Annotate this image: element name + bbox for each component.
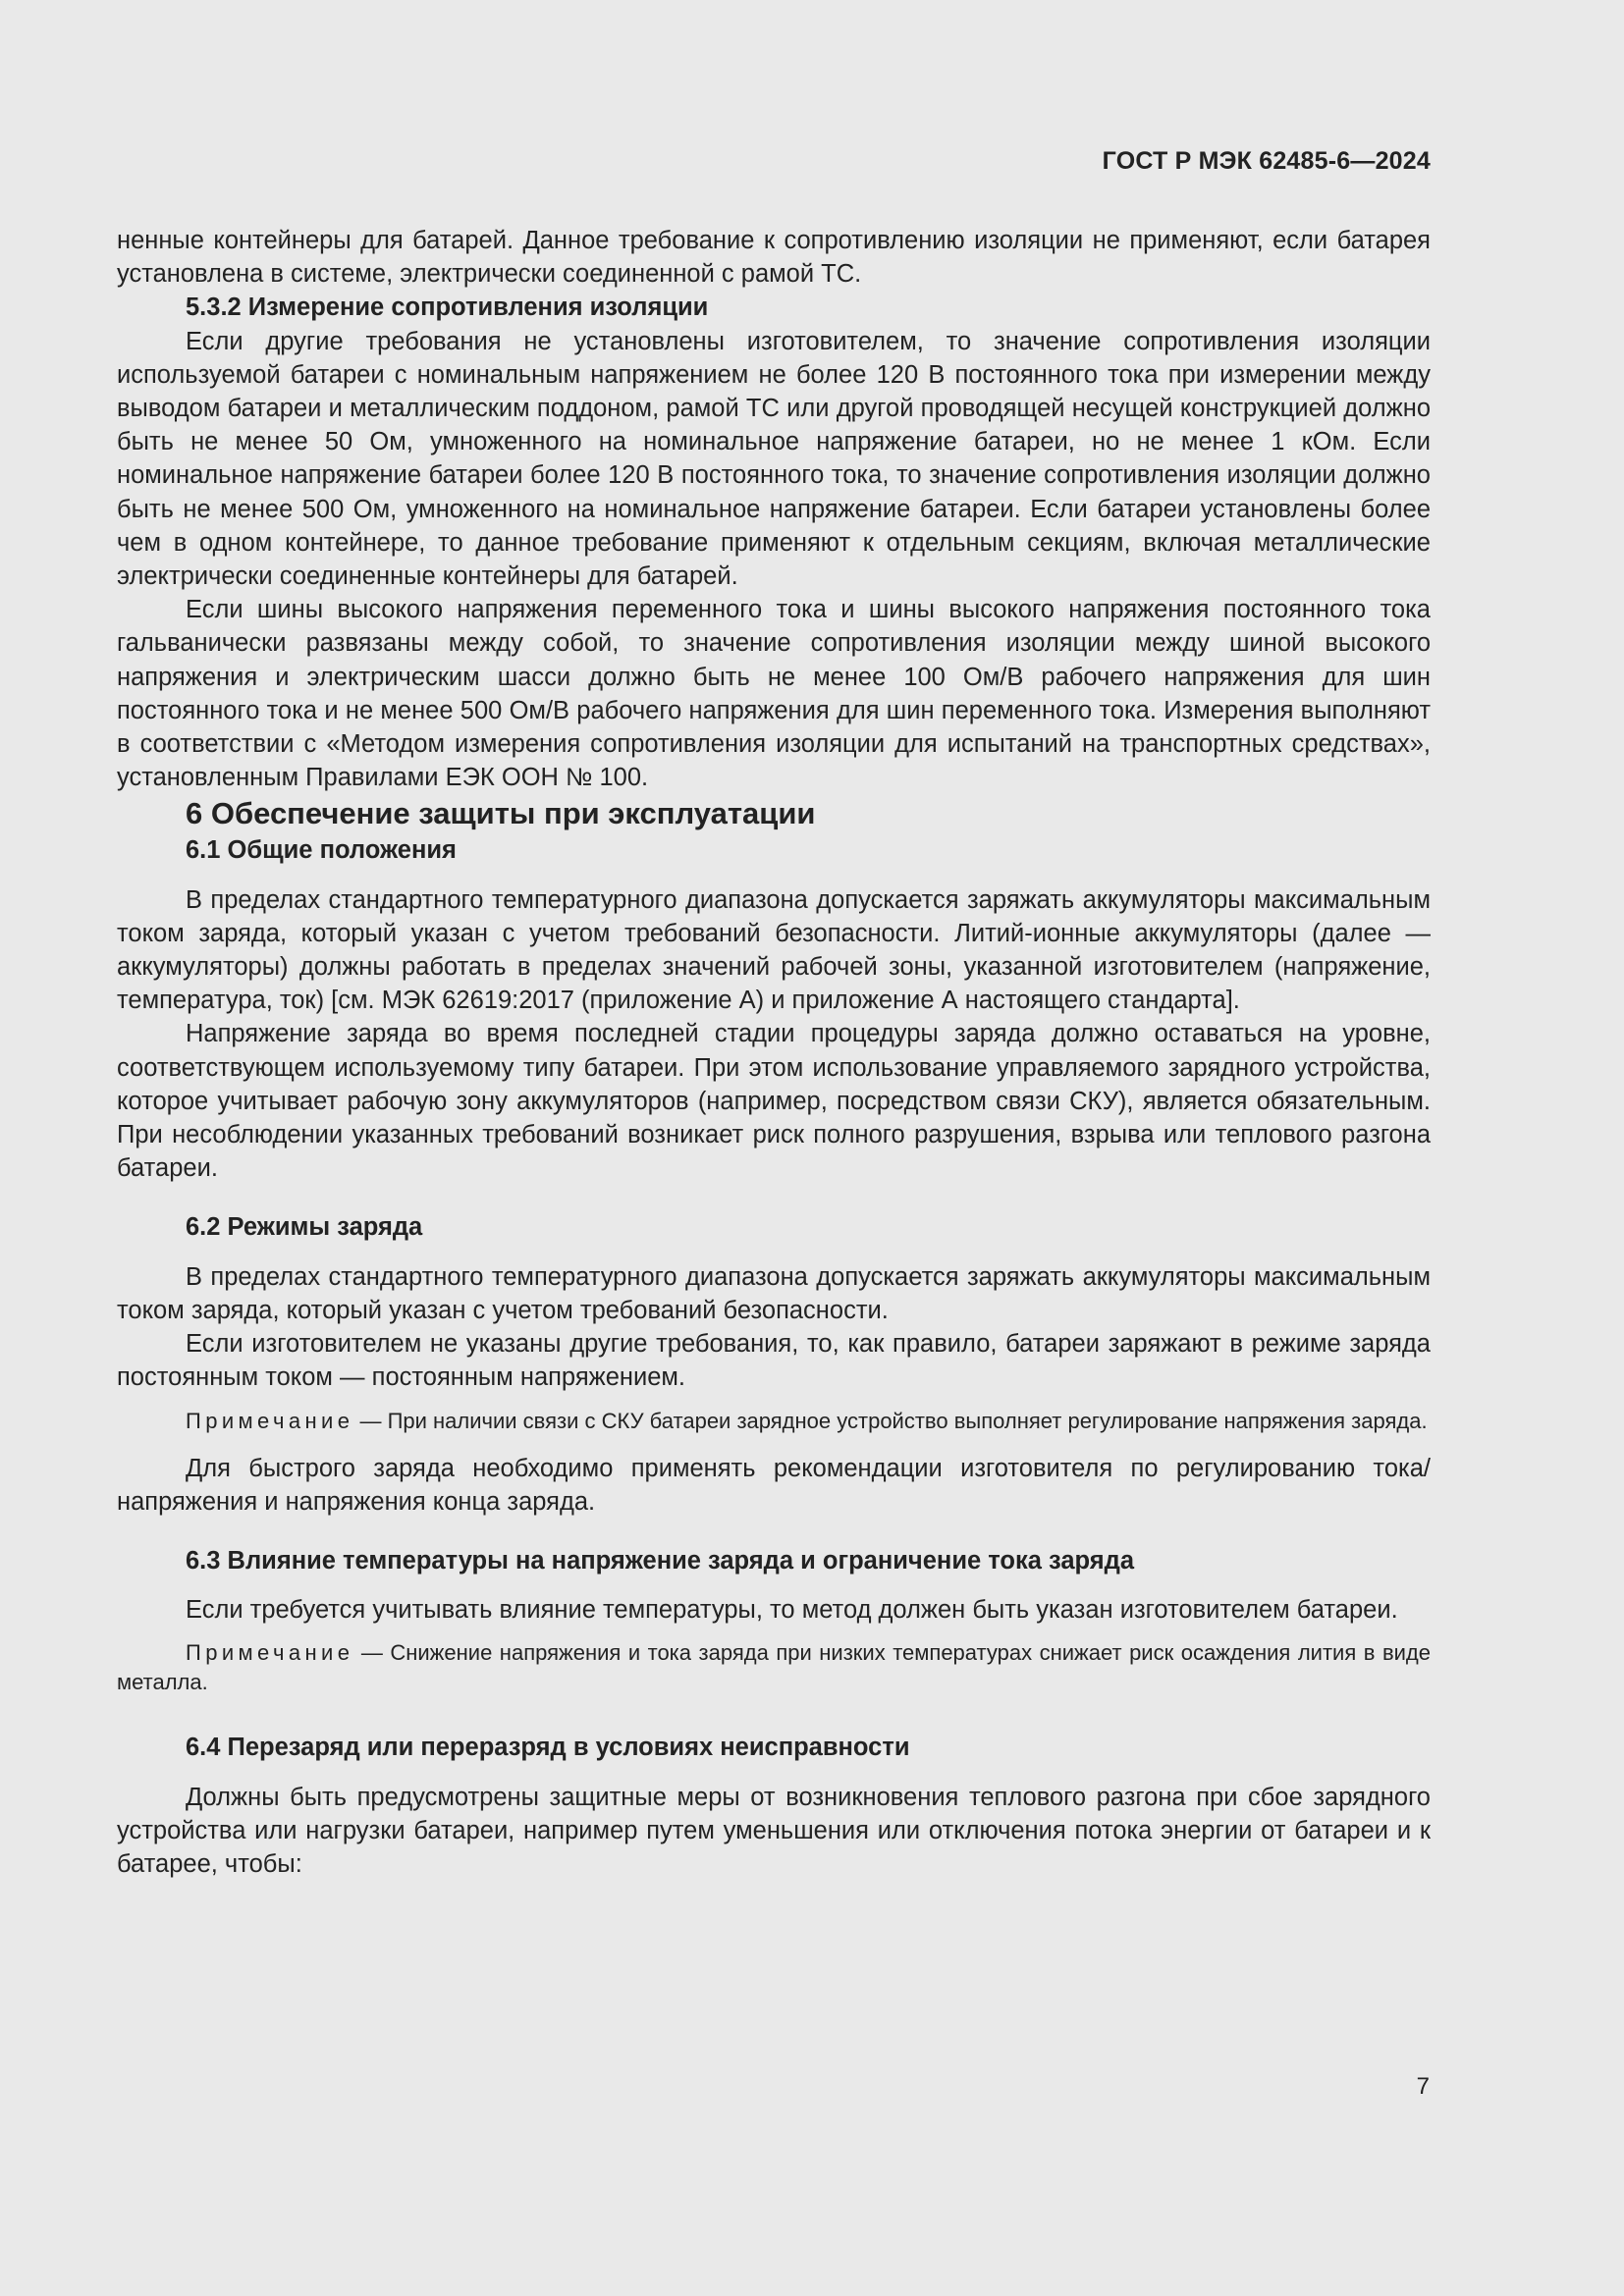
clause-6-1-heading: 6.1 Общие положения <box>186 836 457 865</box>
paragraph: Если другие требования не установлены изготовителем, то значение сопротивления изоляции используемой батареи с номинальным напряжением не более 120 В постоянного тока при измерении между выводом батареи и металлическим поддоном, рамой ТС или другой проводящей несущей конструкцией должно быть не менее 50 Ом, умноженного на номинальное напряжение батареи, но не менее 1 кОм. Если номинальное напряжение батареи более 120 В постоянного тока, то значение сопротивления изоляции должно быть не менее 500 Ом, умноженного на номинальное напряжение батареи. Если батареи установлены более чем в одном контейнере, то данное требование применяют к отдельным секциям, включая металлические электрически соединенные контейнеры для батарей. <box>117 327 1431 591</box>
paragraph: Если изготовителем не указаны другие требования, то, как правило, батареи заряжают в режиме заряда постоянным током — постоянным напряжением. <box>117 1330 1431 1392</box>
section-6-heading: 6 Обеспечение защиты при эксплуатации <box>186 796 816 831</box>
note <box>117 1407 1431 1436</box>
paragraph: Если шины высокого напряжения переменного тока и шины высокого напряжения постоянного тока гальванически развязаны между собой, то значение сопротивления изоляции между шиной высокого напряжения и электрическим шасси должно быть не менее 100 Ом/В рабочего напряжения для шин постоянного тока и не менее 500 Ом/В рабочего напряжения для шин переменного тока. Измерения выполняют в соответствии с «Методом измерения сопротивления изоляции для испытаний на транспортных средствах», установленным Правилами ЕЭК ООН № 100. <box>117 596 1431 792</box>
paragraph-continuation: ненные контейнеры для батарей. Данное требование к сопротивлению изоляции не применяют, если батарея установлена в системе, электрически соединенной с рамой ТС. <box>117 227 1431 289</box>
paragraph: В пределах стандартного температурного диапазона допускается заряжать аккумуляторы максимальным током заряда, который указан с учетом требований безопасности. <box>117 1262 1431 1324</box>
clause-5-3-2-heading: 5.3.2 Измерение сопротивления изоляции <box>186 294 709 322</box>
note-label: Примечание <box>186 1408 354 1433</box>
clause-6-4-heading: 6.4 Перезаряд или переразряд в условиях неисправности <box>186 1734 910 1762</box>
clause-6-3-heading: 6.3 Влияние температуры на напряжение заряда и ограничение тока заряда <box>186 1546 1135 1575</box>
paragraph: Для быстрого заряда необходимо применять рекомендации изготовителя по регулированию тока/напряжения и напряжения конца заряда. <box>117 1454 1431 1516</box>
paragraph: Если требуется учитывать влияние температуры, то метод должен быть указан изготовителем батареи. <box>186 1596 1398 1625</box>
note <box>117 1638 1431 1697</box>
note-text: — Снижение напряжения и тока заряда при низких температурах снижает риск осаждения лития в виде металла. <box>117 1640 1431 1695</box>
note-text: — При наличии связи с СКУ батареи зарядное устройство выполняет регулирование напряжения заряда. <box>353 1408 1428 1433</box>
paragraph: Должны быть предусмотрены защитные меры от возникновения теплового разгона при сбое зарядного устройства или нагрузки батареи, например путем уменьшения или отключения потока энергии от батареи и к батарее, чтобы: <box>117 1783 1431 1878</box>
page-body <box>117 224 1431 1881</box>
standard-code-header: ГОСТ Р МЭК 62485-6—2024 <box>1102 147 1431 175</box>
clause-6-2-heading: 6.2 Режимы заряда <box>186 1213 423 1242</box>
paragraph: Напряжение заряда во время последней стадии процедуры заряда должно оставаться на уровне, соответствующем используемому типу батареи. При этом использование управляемого зарядного устройства, которое учитывает рабочую зону аккумуляторов (например, посредством связи СКУ), является обязательным. При несоблюдении указанных требований возникает риск полного разрушения, взрыва или теплового разгона батареи. <box>117 1020 1431 1183</box>
page-number: 7 <box>1416 2073 1430 2100</box>
note-label: Примечание <box>186 1640 354 1666</box>
paragraph: В пределах стандартного температурного диапазона допускается заряжать аккумуляторы максимальным током заряда, который указан с учетом требований безопасности. Литий-ионные аккумуляторы (далее — аккумуляторы) должны работать в пределах значений рабочей зоны, указанной изготовителем (напряжение, температура, ток) [см. МЭК 62619:2017 (приложение А) и приложение А настоящего стандарта]. <box>117 885 1431 1015</box>
